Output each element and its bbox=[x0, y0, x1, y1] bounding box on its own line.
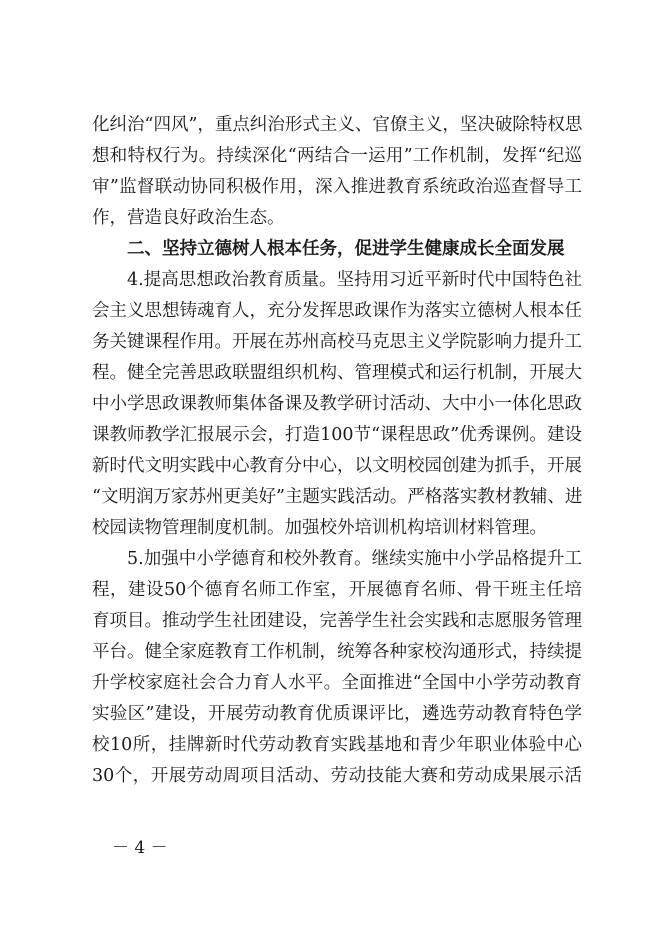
text-line: 想和特权行为。持续深化“两结合一运用”工作机制，发挥“纪巡 bbox=[92, 146, 582, 166]
text-line: 审”监督联动协同积极作用，深入推进教育系统政治巡查督导工 bbox=[92, 177, 582, 197]
text-line: 平台。健全家庭教育工作机制，统筹各种家校沟通形式，持续提 bbox=[92, 642, 582, 662]
text-line: 校10所，挂牌新时代劳动教育实践基地和青少年职业体验中心 bbox=[92, 735, 582, 755]
text-line: 新时代文明实践中心教育分中心，以文明校园创建为抓手，开展 bbox=[92, 456, 582, 476]
paragraph-1 bbox=[92, 110, 582, 234]
text-line: 中小学思政课教师集体备课及教学研讨活动、大中小一体化思政 bbox=[92, 394, 582, 414]
paragraph-2 bbox=[92, 265, 582, 544]
text-line: 育项目。推动学生社团建设，完善学生社会实践和志愿服务管理 bbox=[92, 611, 582, 631]
text-line: 程，建设50个德育名师工作室，开展德育名师、骨干班主任培 bbox=[92, 580, 582, 600]
text-line: 4.提高思想政治教育质量。坚持用习近平新时代中国特色社 bbox=[127, 270, 582, 290]
page-number: － 4 － bbox=[112, 838, 168, 858]
text-line: 作，营造良好政治生态。 bbox=[92, 208, 285, 228]
text-line: 化纠治“四风”，重点纠治形式主义、官僚主义，坚决破除特权思 bbox=[92, 115, 583, 135]
text-line: 务关键课程作用。开展在苏州高校马克思主义学院影响力提升工 bbox=[92, 332, 582, 352]
text-line: “文明润万家苏州更美好”主题实践活动。严格落实教材教辅、进 bbox=[92, 487, 583, 507]
section-heading: 二、坚持立德树人根本任务，促进学生健康成长全面发展 bbox=[127, 239, 565, 259]
text-line: 升学校家庭社会合力育人水平。全面推进“全国中小学劳动教育 bbox=[92, 673, 582, 693]
text-line: 30个，开展劳动周项目活动、劳动技能大赛和劳动成果展示活 bbox=[92, 766, 582, 786]
document-body bbox=[92, 110, 582, 792]
text-line: 5.加强中小学德育和校外教育。继续实施中小学品格提升工 bbox=[127, 549, 582, 569]
text-line: 课教师教学汇报展示会，打造100节“课程思政”优秀课例。建设 bbox=[92, 425, 582, 445]
paragraph-3 bbox=[92, 544, 582, 792]
text-line: 会主义思想铸魂育人，充分发挥思政课作为落实立德树人根本任 bbox=[92, 301, 582, 321]
text-line: 实验区”建设，开展劳动教育优质课评比，遴选劳动教育特色学 bbox=[92, 704, 582, 724]
text-line: 校园读物管理制度机制。加强校外培训机构培训材料管理。 bbox=[92, 518, 547, 538]
text-line: 程。健全完善思政联盟组织机构、管理模式和运行机制，开展大 bbox=[92, 363, 582, 383]
